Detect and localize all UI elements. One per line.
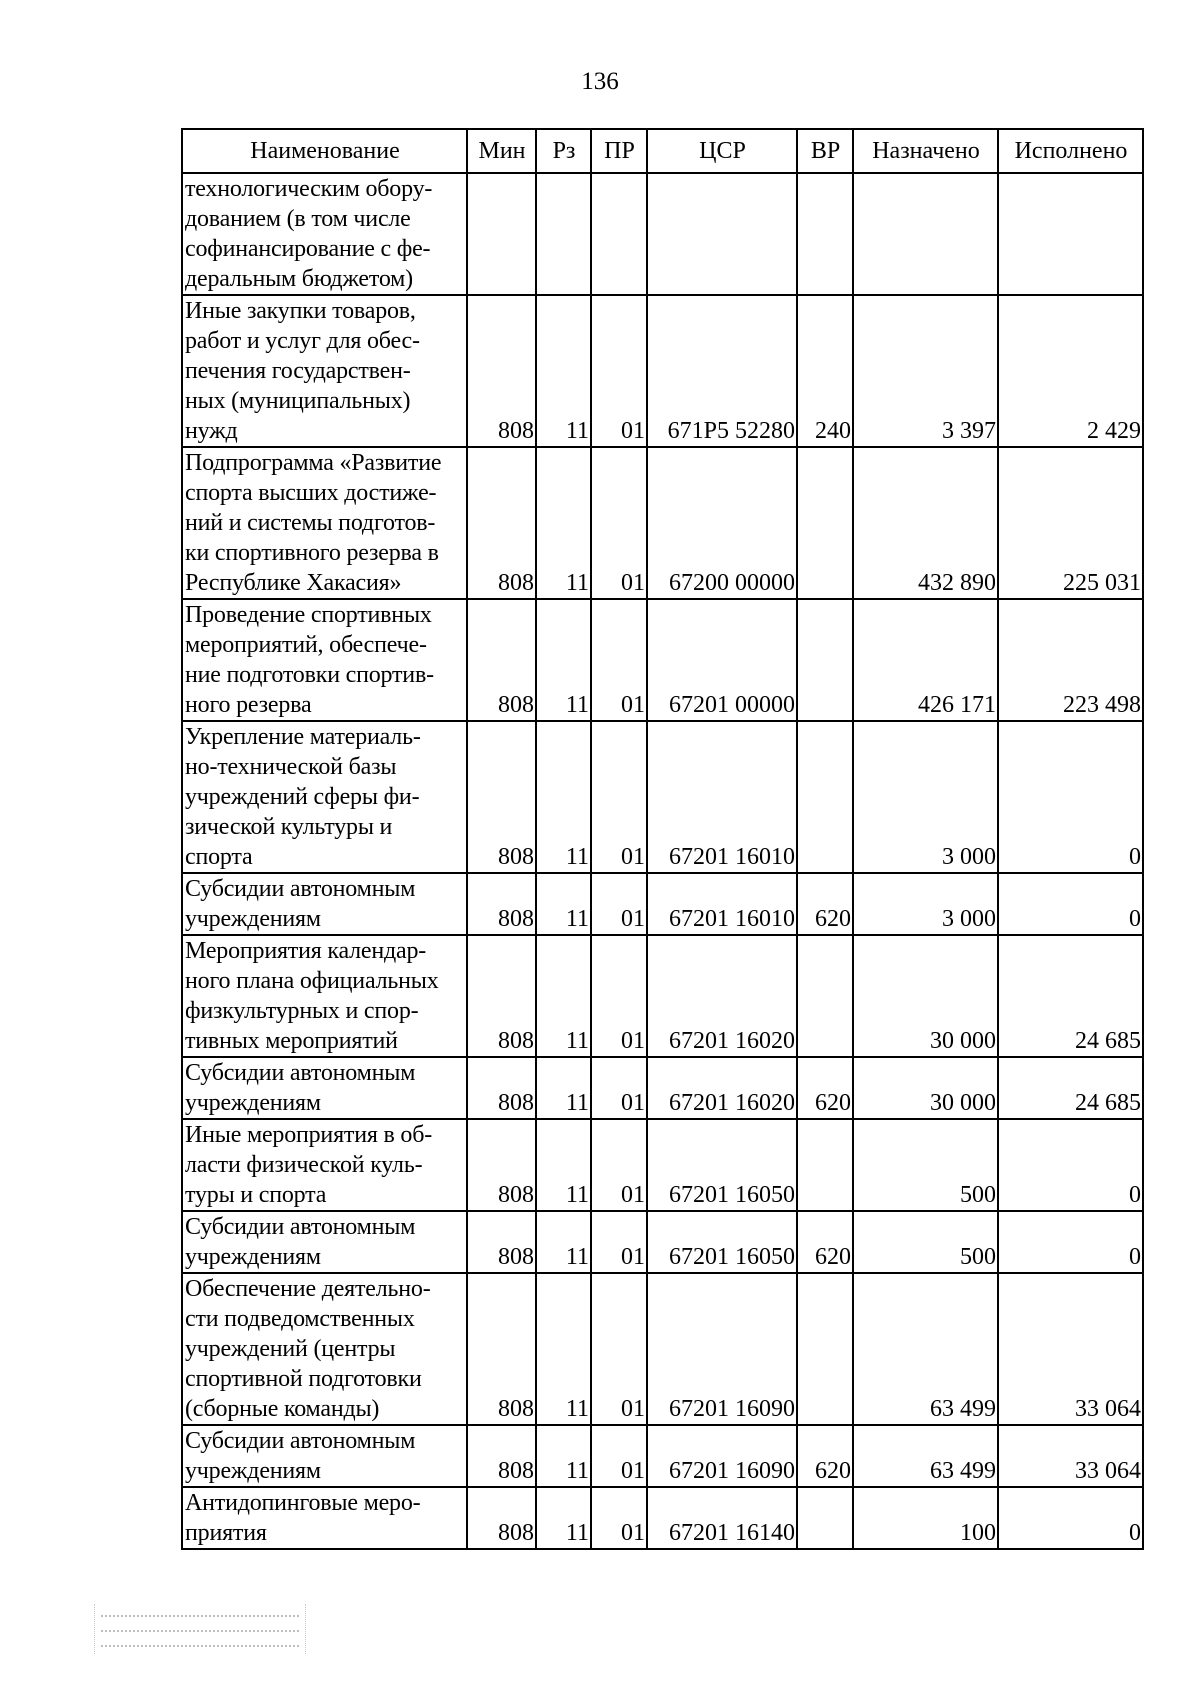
- cell-csr: 67201 16090: [647, 1425, 797, 1487]
- cell-pr: 01: [591, 1425, 647, 1487]
- cell-assigned: 426 171: [853, 599, 998, 721]
- cell-executed: 0: [998, 721, 1143, 873]
- cell-pr: 01: [591, 873, 647, 935]
- cell-vr: 620: [797, 1211, 853, 1273]
- cell-assigned: 30 000: [853, 935, 998, 1057]
- row-name-cell: [182, 1425, 467, 1487]
- cell-rz: 11: [536, 1487, 591, 1549]
- cell-executed: 0: [998, 1487, 1143, 1549]
- cell-csr: 67201 16010: [647, 721, 797, 873]
- cell-vr: [797, 935, 853, 1057]
- table-row: [182, 1273, 1143, 1425]
- page-number: 136: [581, 68, 619, 95]
- header-assigned: Назначено: [853, 129, 998, 173]
- row-name-line: спортивной подготовки: [185, 1366, 422, 1392]
- row-name-line: мероприятий, обеспече-: [185, 632, 427, 658]
- cell-min: 808: [467, 873, 536, 935]
- row-name-line: Субсидии автономным: [185, 1428, 416, 1454]
- header-pr: ПР: [591, 129, 647, 173]
- cell-csr: 67201 16140: [647, 1487, 797, 1549]
- row-name-line: физкультурных и спор-: [185, 998, 419, 1024]
- row-name-line: ние подготовки спортив-: [185, 662, 434, 688]
- cell-pr: 01: [591, 447, 647, 599]
- table-row: [182, 1487, 1143, 1549]
- table-row: [182, 1425, 1143, 1487]
- cell-rz: 11: [536, 1119, 591, 1211]
- cell-vr: [797, 721, 853, 873]
- cell-assigned: 3 000: [853, 721, 998, 873]
- cell-assigned: 500: [853, 1119, 998, 1211]
- cell-executed: 0: [998, 1211, 1143, 1273]
- row-name-cell: [182, 721, 467, 873]
- cell-rz: 11: [536, 1057, 591, 1119]
- row-name-line: Субсидии автономным: [185, 876, 416, 902]
- cell-executed: 223 498: [998, 599, 1143, 721]
- cell-assigned: 30 000: [853, 1057, 998, 1119]
- cell-pr: [591, 173, 647, 295]
- row-name-line: приятия: [185, 1520, 267, 1546]
- row-name-line: но-технической базы: [185, 754, 397, 780]
- table-row: [182, 1119, 1143, 1211]
- row-name-line: учреждениям: [185, 1244, 321, 1270]
- row-name-line: Укрепление материаль-: [185, 724, 421, 750]
- cell-vr: [797, 599, 853, 721]
- cell-assigned: 100: [853, 1487, 998, 1549]
- row-name-line: спорта высших достиже-: [185, 480, 437, 506]
- cell-rz: 11: [536, 295, 591, 447]
- table-row: [182, 935, 1143, 1057]
- cell-min: [467, 173, 536, 295]
- row-name-line: (сборные команды): [185, 1396, 380, 1422]
- cell-csr: 67200 00000: [647, 447, 797, 599]
- row-name-line: Субсидии автономным: [185, 1214, 416, 1240]
- cell-executed: [998, 173, 1143, 295]
- cell-vr: 240: [797, 295, 853, 447]
- row-name-cell: [182, 1211, 467, 1273]
- cell-rz: 11: [536, 1211, 591, 1273]
- row-name-line: ний и системы подготов-: [185, 510, 436, 536]
- row-name-cell: [182, 1119, 467, 1211]
- cell-pr: 01: [591, 1211, 647, 1273]
- row-name-line: Мероприятия календар-: [185, 938, 427, 964]
- cell-rz: 11: [536, 599, 591, 721]
- table-row: [182, 1057, 1143, 1119]
- cell-rz: 11: [536, 873, 591, 935]
- cell-vr: 620: [797, 873, 853, 935]
- cell-csr: 67201 16020: [647, 935, 797, 1057]
- cell-pr: 01: [591, 935, 647, 1057]
- cell-executed: 33 064: [998, 1273, 1143, 1425]
- table-row: [182, 599, 1143, 721]
- cell-csr: 67201 16020: [647, 1057, 797, 1119]
- cell-rz: 11: [536, 447, 591, 599]
- row-name-line: Обеспечение деятельно-: [185, 1276, 431, 1302]
- cell-executed: 24 685: [998, 1057, 1143, 1119]
- row-name-cell: [182, 1057, 467, 1119]
- cell-assigned: 3 397: [853, 295, 998, 447]
- cell-rz: 11: [536, 1425, 591, 1487]
- row-name-line: Иные мероприятия в об-: [185, 1122, 433, 1148]
- row-name-line: Иные закупки товаров,: [185, 298, 416, 324]
- cell-pr: 01: [591, 599, 647, 721]
- cell-vr: [797, 1119, 853, 1211]
- cell-executed: 0: [998, 873, 1143, 935]
- table-row: [182, 1211, 1143, 1273]
- row-name-line: учреждениям: [185, 1090, 321, 1116]
- row-name-cell: [182, 599, 467, 721]
- row-name-line: ного плана официальных: [185, 968, 439, 994]
- cell-assigned: [853, 173, 998, 295]
- row-name-line: Субсидии автономным: [185, 1060, 416, 1086]
- cell-min: 808: [467, 1211, 536, 1273]
- row-name-line: учреждениям: [185, 1458, 321, 1484]
- cell-pr: 01: [591, 295, 647, 447]
- cell-pr: 01: [591, 1487, 647, 1549]
- table-row: [182, 173, 1143, 295]
- cell-rz: 11: [536, 1273, 591, 1425]
- cell-vr: [797, 173, 853, 295]
- row-name-line: тивных мероприятий: [185, 1028, 398, 1054]
- row-name-line: зической культуры и: [185, 814, 393, 840]
- cell-vr: [797, 1273, 853, 1425]
- row-name-line: нужд: [185, 418, 238, 444]
- table-row: [182, 873, 1143, 935]
- cell-vr: [797, 1487, 853, 1549]
- cell-csr: 67201 16010: [647, 873, 797, 935]
- cell-assigned: 432 890: [853, 447, 998, 599]
- cell-min: 808: [467, 295, 536, 447]
- cell-executed: 33 064: [998, 1425, 1143, 1487]
- row-name-cell: [182, 173, 467, 295]
- cell-executed: 0: [998, 1119, 1143, 1211]
- row-name-line: учреждений (центры: [185, 1336, 396, 1362]
- row-name-line: печения государствен-: [185, 358, 411, 384]
- table-header: [182, 129, 1143, 173]
- row-name-line: Республике Хакасия»: [185, 570, 402, 596]
- row-name-line: Проведение спортивных: [185, 602, 432, 628]
- table-row: [182, 447, 1143, 599]
- row-name-cell: [182, 295, 467, 447]
- table-body: [182, 173, 1143, 1549]
- cell-csr: 67201 16090: [647, 1273, 797, 1425]
- cell-min: 808: [467, 1057, 536, 1119]
- cell-min: 808: [467, 1273, 536, 1425]
- table-row: [182, 721, 1143, 873]
- table-row: [182, 295, 1143, 447]
- cell-assigned: 63 499: [853, 1273, 998, 1425]
- cell-csr: 671P5 52280: [647, 295, 797, 447]
- row-name-cell: [182, 1487, 467, 1549]
- cell-pr: 01: [591, 1057, 647, 1119]
- row-name-line: работ и услуг для обес-: [185, 328, 420, 354]
- cell-assigned: 3 000: [853, 873, 998, 935]
- header-row: [182, 129, 1143, 173]
- cell-min: 808: [467, 1425, 536, 1487]
- cell-min: 808: [467, 599, 536, 721]
- cell-pr: 01: [591, 1119, 647, 1211]
- cell-rz: 11: [536, 721, 591, 873]
- cell-vr: 620: [797, 1425, 853, 1487]
- cell-rz: [536, 173, 591, 295]
- row-name-line: ласти физической куль-: [185, 1152, 423, 1178]
- cell-min: 808: [467, 1487, 536, 1549]
- cell-assigned: 63 499: [853, 1425, 998, 1487]
- row-name-line: Подпрограмма «Развитие: [185, 450, 442, 476]
- cell-executed: 24 685: [998, 935, 1143, 1057]
- header-name: Наименование: [182, 129, 467, 173]
- cell-assigned: 500: [853, 1211, 998, 1273]
- cell-csr: 67201 00000: [647, 599, 797, 721]
- cell-csr: 67201 16050: [647, 1119, 797, 1211]
- row-name-cell: [182, 935, 467, 1057]
- row-name-line: ки спортивного резерва в: [185, 540, 439, 566]
- header-min: Мин: [467, 129, 536, 173]
- row-name-cell: [182, 447, 467, 599]
- header-vr: ВР: [797, 129, 853, 173]
- row-name-line: учреждениям: [185, 906, 321, 932]
- row-name-line: ных (муниципальных): [185, 388, 411, 414]
- row-name-line: технологическим обору-: [185, 176, 433, 202]
- header-executed: Исполнено: [998, 129, 1143, 173]
- cell-min: 808: [467, 1119, 536, 1211]
- header-rz: Рз: [536, 129, 591, 173]
- row-name-line: учреждений сферы фи-: [185, 784, 420, 810]
- cell-vr: 620: [797, 1057, 853, 1119]
- row-name-line: софинансирование с фе-: [185, 236, 431, 262]
- budget-table: [181, 128, 1144, 1550]
- cell-executed: 2 429: [998, 295, 1143, 447]
- row-name-line: деральным бюджетом): [185, 266, 413, 292]
- cell-rz: 11: [536, 935, 591, 1057]
- cell-vr: [797, 447, 853, 599]
- row-name-line: ного резерва: [185, 692, 312, 718]
- cell-min: 808: [467, 447, 536, 599]
- row-name-line: спорта: [185, 844, 253, 870]
- row-name-line: Антидопинговые меро-: [185, 1490, 421, 1516]
- row-name-line: дованием (в том числе: [185, 206, 411, 232]
- faded-stamp: [94, 1604, 306, 1654]
- cell-pr: 01: [591, 1273, 647, 1425]
- cell-executed: 225 031: [998, 447, 1143, 599]
- row-name-line: туры и спорта: [185, 1182, 327, 1208]
- row-name-cell: [182, 1273, 467, 1425]
- row-name-line: сти подведомственных: [185, 1306, 415, 1332]
- cell-pr: 01: [591, 721, 647, 873]
- cell-min: 808: [467, 721, 536, 873]
- header-csr: ЦСР: [647, 129, 797, 173]
- cell-csr: [647, 173, 797, 295]
- cell-csr: 67201 16050: [647, 1211, 797, 1273]
- row-name-cell: [182, 873, 467, 935]
- cell-min: 808: [467, 935, 536, 1057]
